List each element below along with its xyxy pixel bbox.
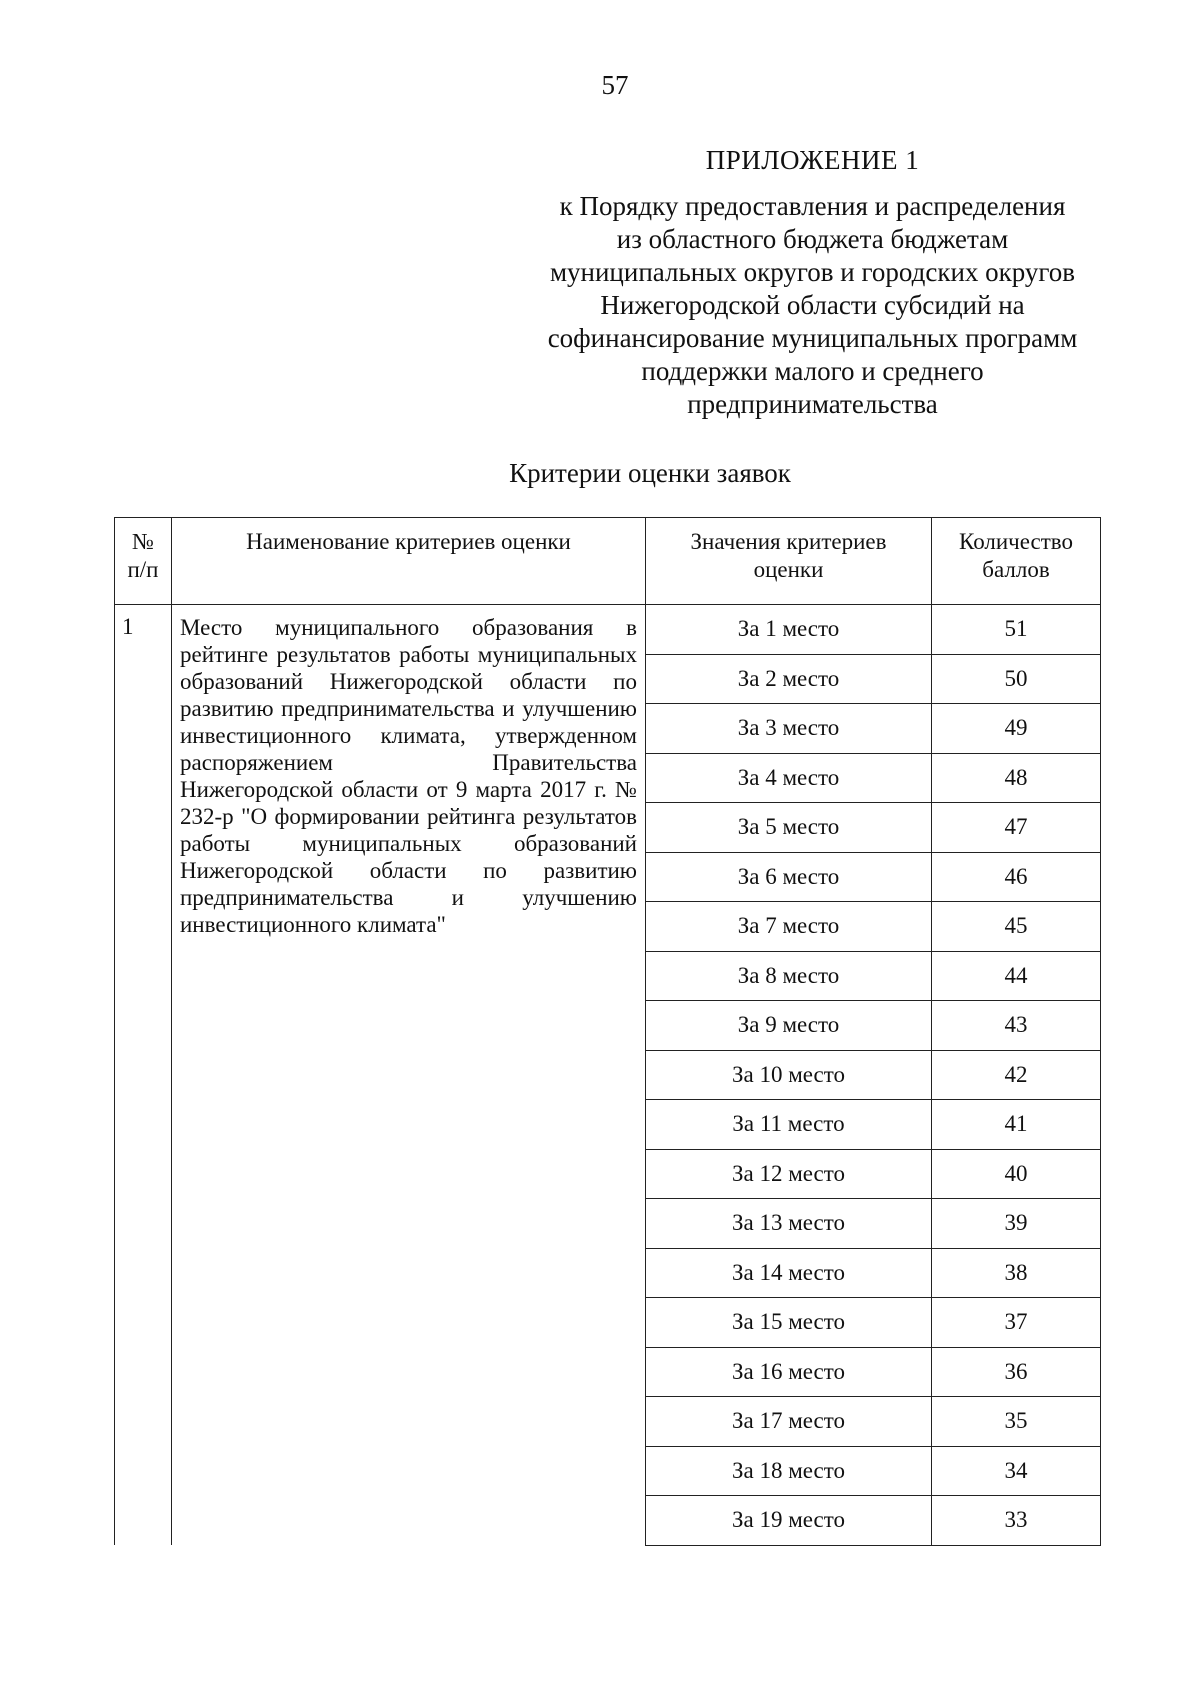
header-criterion-value-line1: Значения критериев (690, 529, 887, 554)
criterion-value: За 17 место (646, 1397, 932, 1447)
header-criterion-name-text: Наименование критериев оценки (246, 529, 571, 554)
appendix-subtitle (520, 190, 1105, 421)
criterion-points: 51 (932, 605, 1101, 655)
table-row (115, 605, 1101, 655)
criterion-name: Место муниципального образования в рейтинге результатов работы муниципальных образований Нижегородской области по развитию предпринимательства и улучшению инвестиционного климата, утвержденном распоряжением Правительства Нижегородской области от 9 марта 2017 г. № 232-р "О формировании рейтинга результатов работы муниципальных образований Нижегородской области по развитию предпринимательства и улучшению инвестиционного климата" (172, 605, 646, 1546)
criterion-points: 38 (932, 1248, 1101, 1298)
criterion-points: 43 (932, 1001, 1101, 1051)
header-criterion-value-line2: оценки (753, 557, 824, 582)
appendix-subtitle-line: поддержки малого и среднего (641, 356, 984, 386)
criterion-value: За 9 место (646, 1001, 932, 1051)
criterion-points: 36 (932, 1347, 1101, 1397)
table-title: Критерии оценки заявок (509, 458, 791, 488)
criterion-value: За 16 место (646, 1347, 932, 1397)
criterion-points: 37 (932, 1298, 1101, 1348)
criterion-value: За 10 место (646, 1050, 932, 1100)
criterion-points: 39 (932, 1199, 1101, 1249)
header-points-line2: баллов (982, 557, 1050, 582)
appendix-title: ПРИЛОЖЕНИЕ 1 (705, 145, 920, 175)
criterion-value: За 13 место (646, 1199, 932, 1249)
appendix-subtitle-line: к Порядку предоставления и распределения (559, 191, 1066, 221)
appendix-subtitle-line: из областного бюджета бюджетам (616, 224, 1009, 254)
appendix-subtitle-line: предпринимательства (687, 389, 938, 419)
criterion-points: 50 (932, 654, 1101, 704)
criterion-value: За 3 место (646, 704, 932, 754)
header-number-line2: п/п (127, 557, 159, 582)
table-header-row (115, 518, 1101, 605)
criterion-points: 48 (932, 753, 1101, 803)
criterion-points: 42 (932, 1050, 1101, 1100)
criterion-value: За 4 место (646, 753, 932, 803)
criterion-points: 45 (932, 902, 1101, 952)
criterion-value: За 7 место (646, 902, 932, 952)
page-number: 57 (601, 70, 629, 100)
criterion-points: 46 (932, 852, 1101, 902)
header-criterion-name (172, 518, 646, 605)
criterion-points: 41 (932, 1100, 1101, 1150)
criterion-points: 44 (932, 951, 1101, 1001)
criterion-value: За 5 место (646, 803, 932, 853)
criterion-points: 47 (932, 803, 1101, 853)
header-points (932, 518, 1101, 605)
criteria-table (114, 517, 1101, 1546)
criterion-value: За 2 место (646, 654, 932, 704)
criterion-value: За 15 место (646, 1298, 932, 1348)
appendix-block (520, 145, 1105, 421)
header-number (115, 518, 172, 605)
criterion-value: За 6 место (646, 852, 932, 902)
criterion-value: За 14 место (646, 1248, 932, 1298)
criterion-points: 33 (932, 1496, 1101, 1546)
appendix-subtitle-line: софинансирование муниципальных программ (547, 323, 1078, 353)
appendix-subtitle-line: Нижегородской области субсидий на (600, 290, 1025, 320)
criterion-value: За 19 место (646, 1496, 932, 1546)
criterion-value: За 18 место (646, 1446, 932, 1496)
header-criterion-value (646, 518, 932, 605)
criterion-points: 34 (932, 1446, 1101, 1496)
criterion-value: За 1 место (646, 605, 932, 655)
header-number-line1: № (132, 529, 154, 554)
header-points-line1: Количество (959, 529, 1073, 554)
criterion-points: 40 (932, 1149, 1101, 1199)
criterion-value: За 12 место (646, 1149, 932, 1199)
appendix-subtitle-line: муниципальных округов и городских округов (549, 257, 1076, 287)
criterion-number: 1 (115, 605, 172, 1546)
criterion-value: За 11 место (646, 1100, 932, 1150)
criterion-points: 49 (932, 704, 1101, 754)
criterion-value: За 8 место (646, 951, 932, 1001)
criterion-points: 35 (932, 1397, 1101, 1447)
